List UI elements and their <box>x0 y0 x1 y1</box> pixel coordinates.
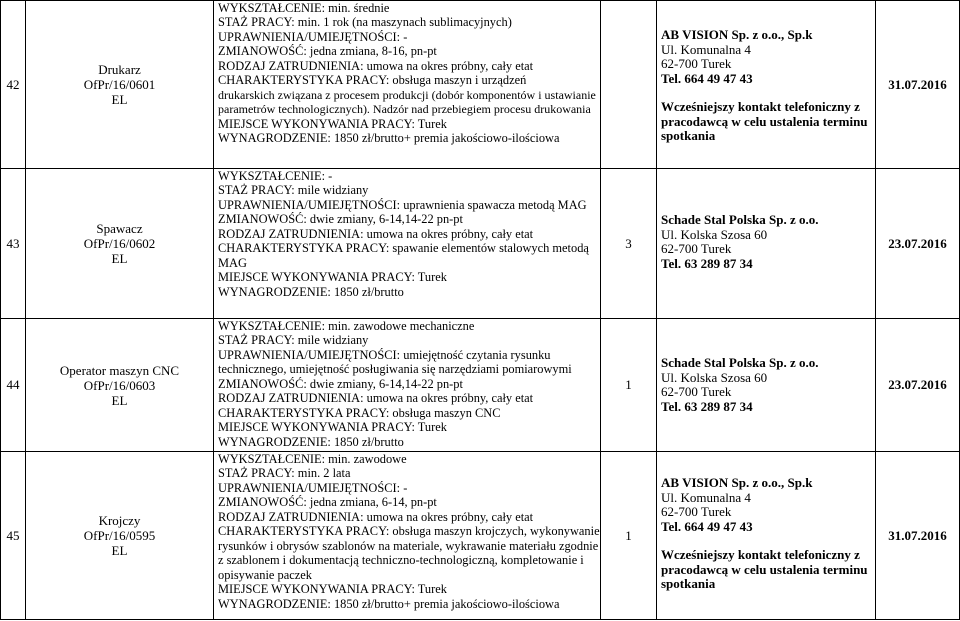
table-border-bottom <box>0 619 960 620</box>
row-number: 43 <box>6 235 20 251</box>
salary-line: WYNAGRODZENIE: 1850 zł/brutto+ premia jakościowo-ilościowa <box>218 131 560 146</box>
job-description <box>214 452 600 619</box>
offer-ref: OfPr/16/0595 <box>83 528 156 543</box>
employer-cell <box>657 0 875 168</box>
vacancy-count: 1 <box>625 377 632 392</box>
employer-phone: Tel. 664 49 47 43 <box>661 70 753 86</box>
edu-line: WYKSZTAŁCENIE: - <box>218 169 333 183</box>
place-line: MIEJSCE WYKONYWANIA PRACY: Turek <box>218 270 447 285</box>
employer-cell <box>657 319 875 451</box>
job-description <box>214 0 600 168</box>
offer-ref: OfPr/16/0602 <box>83 236 156 251</box>
row-number: 44 <box>6 377 20 392</box>
expiry-date: 31.07.2016 <box>888 527 947 543</box>
contract-line: RODZAJ ZATRUDNIENIA: umowa na okres próbny, cały etat <box>218 391 534 406</box>
shift-line: ZMIANOWOŚĆ: dwie zmiany, 6-14,14-22 pn-pt <box>218 212 463 227</box>
offer-tag: EL <box>111 92 128 107</box>
job-title-cell <box>26 452 213 619</box>
contract-line: RODZAJ ZATRUDNIENIA: umowa na okres próbny, cały etat <box>218 58 534 73</box>
exp-line: STAŻ PRACY: min. 1 rok (na maszynach sublimacyjnych) <box>218 15 512 30</box>
employer-street: Ul. Komunalna 4 <box>661 489 751 505</box>
char-line: CHARAKTERYSTYKA PRACY: spawanie elementów stalowych metodą MAG <box>218 241 589 270</box>
edu-line: WYKSZTAŁCENIE: min. zawodowe <box>218 452 407 466</box>
employer-street: Ul. Kolska Szosa 60 <box>661 369 768 385</box>
shift-line: ZMIANOWOŚĆ: dwie zmiany, 6-14,14-22 pn-pt <box>218 376 463 391</box>
employer-cell <box>657 452 875 619</box>
exp-line: STAŻ PRACY: min. 2 lata <box>218 466 351 481</box>
vacancy-count: 3 <box>625 235 632 251</box>
contract-line: RODZAJ ZATRUDNIENIA: umowa na okres próbny, cały etat <box>218 509 534 524</box>
employer-cell <box>657 169 875 318</box>
job-title: Krojczy <box>98 513 141 528</box>
employer-city: 62-700 Turek <box>661 56 732 71</box>
exp-line: STAŻ PRACY: mile widziany <box>218 333 369 348</box>
row-number: 45 <box>6 527 20 543</box>
char-line: CHARAKTERYSTYKA PRACY: obsługa maszyn i urządzeń <box>218 73 527 88</box>
char-line: CHARAKTERYSTYKA PRACY: obsługa maszyn krojczych, wykonywanie rysunków i obrysów szablonów na materiale, wykrawanie materiału zgodnie z szablonem i dokumentacją techniczno-technologiczną, kompletowanie i opisywanie paczek <box>218 524 600 582</box>
job-title-cell <box>26 1 213 168</box>
perm-line: UPRAWNIENIA/UMIEJĘTNOŚCI: uprawnienia spawacza metodą MAG <box>218 197 587 212</box>
offer-tag: EL <box>111 251 128 266</box>
vacancy-count: 1 <box>625 527 632 543</box>
offer-tag: EL <box>111 543 128 558</box>
expiry-date: 23.07.2016 <box>888 235 947 251</box>
edu-line: WYKSZTAŁCENIE: min. średnie <box>218 1 390 15</box>
employer-phone: Tel. 664 49 47 43 <box>661 518 753 534</box>
employer-city: 62-700 Turek <box>661 241 732 256</box>
employer-phone: Tel. 63 289 87 34 <box>661 398 753 414</box>
vacancy-count <box>601 1 656 168</box>
shift-line: ZMIANOWOŚĆ: jedna zmiana, 8-16, pn-pt <box>218 44 437 59</box>
salary-line: WYNAGRODZENIE: 1850 zł/brutto <box>218 434 404 449</box>
offer-ref: OfPr/16/0601 <box>83 77 156 92</box>
job-title-cell <box>26 319 213 451</box>
employer-name: Schade Stal Polska Sp. z o.o. <box>661 355 819 370</box>
job-title: Operator maszyn CNC <box>59 362 180 378</box>
place-line: MIEJSCE WYKONYWANIA PRACY: Turek <box>218 116 447 131</box>
job-description <box>214 319 600 451</box>
perm-line: UPRAWNIENIA/UMIEJĘTNOŚCI: - <box>218 29 408 44</box>
edu-line: WYKSZTAŁCENIE: min. zawodowe mechaniczne <box>218 319 475 333</box>
employer-phone: Tel. 63 289 87 34 <box>661 255 753 271</box>
employer-name: Schade Stal Polska Sp. z o.o. <box>661 212 819 227</box>
employer-name: AB VISION Sp. z o.o., Sp.k <box>661 27 813 42</box>
expiry-date: 31.07.2016 <box>888 76 947 92</box>
job-description <box>214 169 600 318</box>
employer-city: 62-700 Turek <box>661 504 732 519</box>
employer-note: Wcześniejszy kontakt telefoniczny z pracodawcą w celu ustalenia terminu spotkania <box>661 99 868 143</box>
employer-name: AB VISION Sp. z o.o., Sp.k <box>661 475 813 490</box>
perm-line: UPRAWNIENIA/UMIEJĘTNOŚCI: - <box>218 480 408 495</box>
place-line: MIEJSCE WYKONYWANIA PRACY: Turek <box>218 420 447 435</box>
char-line-continued: drukarskich związana z procesem produkcji (dobór komponentów i ustawianie parametrów technologicznych). Nadzór nad przebiegiem procesu drukowania <box>218 87 596 117</box>
expiry-date: 23.07.2016 <box>888 377 947 392</box>
place-line: MIEJSCE WYKONYWANIA PRACY: Turek <box>218 582 447 597</box>
employer-city: 62-700 Turek <box>661 384 732 399</box>
employer-street: Ul. Komunalna 4 <box>661 41 751 57</box>
shift-line: ZMIANOWOŚĆ: jedna zmiana, 6-14, pn-pt <box>218 495 437 510</box>
salary-line: WYNAGRODZENIE: 1850 zł/brutto <box>218 284 404 299</box>
employer-street: Ul. Kolska Szosa 60 <box>661 226 768 242</box>
row-number: 42 <box>6 76 20 92</box>
job-title-cell <box>26 169 213 318</box>
offer-tag: EL <box>111 392 128 408</box>
job-title: Spawacz <box>96 221 143 236</box>
char-line: CHARAKTERYSTYKA PRACY: obsługa maszyn CNC <box>218 405 501 420</box>
contract-line: RODZAJ ZATRUDNIENIA: umowa na okres próbny, cały etat <box>218 226 534 241</box>
salary-line: WYNAGRODZENIE: 1850 zł/brutto+ premia jakościowo-ilościowa <box>218 596 560 611</box>
exp-line: STAŻ PRACY: mile widziany <box>218 183 369 198</box>
perm-line: UPRAWNIENIA/UMIEJĘTNOŚCI: umiejętność czytania rysunku technicznego, umiejętność posługiwania się narzędziami pomiarowymi <box>218 347 572 377</box>
offer-ref: OfPr/16/0603 <box>83 377 156 393</box>
job-title: Drukarz <box>98 62 141 77</box>
employer-note: Wcześniejszy kontakt telefoniczny z pracodawcą w celu ustalenia terminu spotkania <box>661 547 868 591</box>
